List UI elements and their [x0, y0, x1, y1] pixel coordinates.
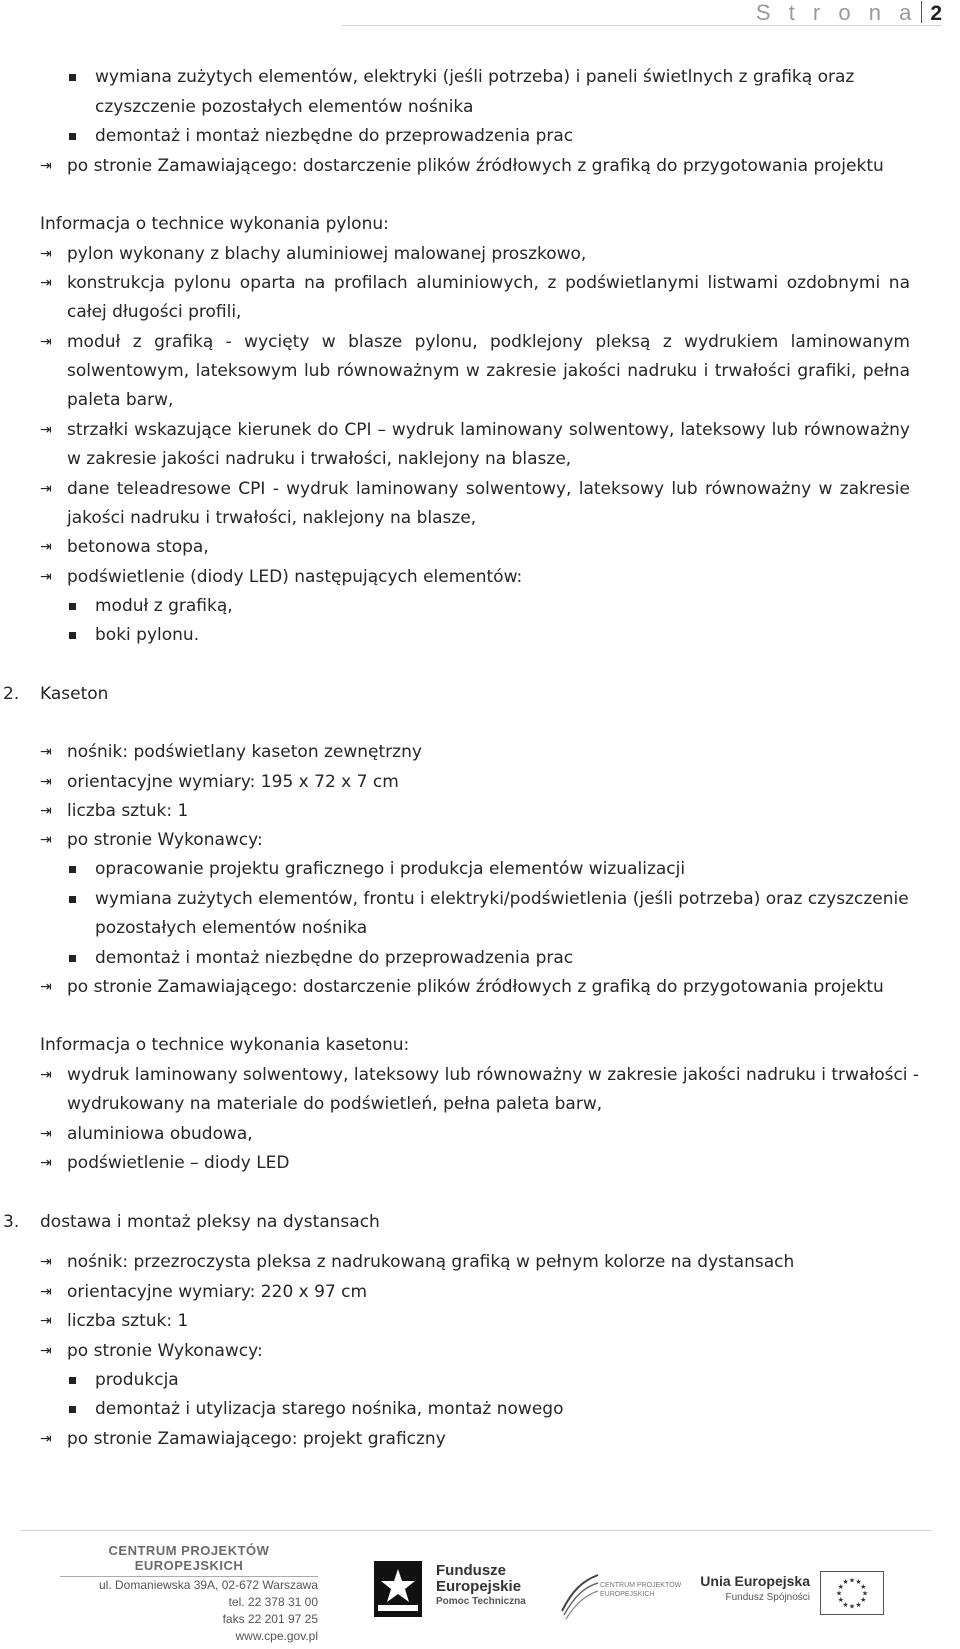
page-header	[342, 0, 942, 26]
arrow-bullet-icon: ⇥	[40, 1284, 52, 1300]
eu-star-icon: ★	[842, 1578, 849, 1587]
arrow-bullet-icon: ⇥	[40, 832, 52, 848]
square-bullet-icon	[69, 866, 76, 873]
square-bullet-icon	[69, 955, 76, 962]
eu-flag-icon	[820, 1571, 884, 1615]
cpe-small-line2: EUROPEJSKICH	[600, 1591, 655, 1598]
square-bullet-icon	[69, 632, 76, 639]
arrow-bullet-icon: ⇥	[40, 1155, 52, 1171]
fe-line2: Europejskie	[436, 1578, 522, 1595]
ue-subtitle: Fundusz Spójności	[725, 1592, 810, 1603]
list-item-text: wymiana zużytych elementów, elektryki (jeśli potrzeba) i paneli świetlnych z grafiką oraz	[95, 67, 855, 87]
arrow-bullet-icon: ⇥	[40, 803, 52, 819]
list-item-text: liczba sztuk: 1	[67, 1311, 189, 1331]
list-item-text: po stronie Wykonawcy:	[67, 830, 263, 850]
eu-star-icon: ★	[855, 1600, 862, 1609]
list-item-text: orientacyjne wymiary: 220 x 97 cm	[67, 1282, 368, 1302]
text-line: solwentowym, lateksowym lub równoważnym w zakresie jakości nadruku i trwałości grafiki, pełna	[67, 361, 910, 381]
cpe-contact-block	[60, 1543, 318, 1645]
eu-star-icon: ★	[848, 1602, 856, 1611]
cpe-small-text	[600, 1581, 681, 1599]
arrow-bullet-icon: ⇥	[40, 1343, 52, 1359]
section-number: 2.	[3, 684, 20, 704]
eu-star-icon: ★	[855, 1578, 862, 1587]
page-header-separator	[921, 1, 922, 23]
arrow-bullet-icon: ⇥	[40, 246, 52, 262]
list-item-text: po stronie Zamawiającego: dostarczenie plików źródłowych z grafiką do przygotowania projektu	[67, 977, 884, 997]
eu-star-icon: ★	[837, 1596, 844, 1604]
ue-title: Unia Europejska	[700, 1573, 810, 1589]
arrow-bullet-icon: ⇥	[40, 979, 52, 995]
list-item-text: moduł z grafiką - wycięty w blasze pylonu, podklejony pleksą z wydrukiem laminowanym	[67, 332, 910, 352]
cpe-fax: faks 22 201 97 25	[222, 1612, 318, 1626]
text-line: w zakresie jakości nadruku i trwałości, naklejony na blasze,	[67, 449, 572, 469]
cpe-small-line1: CENTRUM PROJEKTÓW	[600, 1582, 682, 1589]
arrow-bullet-icon: ⇥	[40, 1313, 52, 1329]
text-line: pozostałych elementów nośnika	[95, 918, 368, 938]
arrow-bullet-icon: ⇥	[40, 422, 52, 438]
arrow-bullet-icon: ⇥	[40, 334, 52, 350]
list-item-text: po stronie Zamawiającego: projekt graficzny	[67, 1429, 446, 1449]
square-bullet-icon	[69, 896, 76, 903]
eu-star-icon: ★	[848, 1576, 856, 1585]
list-item-text: aluminiowa obudowa,	[67, 1124, 253, 1144]
list-item-text: betonowa stopa,	[67, 537, 209, 557]
square-bullet-icon	[69, 1406, 76, 1413]
arrow-bullet-icon: ⇥	[40, 744, 52, 760]
section-heading: Kaseton	[40, 684, 109, 704]
page-number: 2	[930, 2, 942, 25]
page-header-word: S t r o n a	[755, 0, 918, 25]
text-line: jakości nadruku i trwałości, naklejony na blasze,	[67, 508, 477, 528]
list-item-text: nośnik: podświetlany kaseton zewnętrzny	[67, 742, 422, 762]
square-bullet-icon	[69, 603, 76, 610]
list-item-text: demontaż i montaż niezbędne do przeprowadzenia prac	[95, 126, 574, 146]
cpe-title: CENTRUM PROJEKTÓW EUROPEJSKICH	[60, 1543, 318, 1577]
fe-star-icon	[370, 1559, 426, 1619]
section-heading: dostawa i montaż pleksy na dystansach	[40, 1212, 380, 1232]
eu-star-icon: ★	[860, 1583, 867, 1591]
fe-text	[436, 1563, 526, 1609]
eu-star-icon: ★	[835, 1589, 843, 1598]
list-item-text: moduł z grafiką,	[95, 596, 233, 616]
text-line: paleta barw,	[67, 390, 174, 410]
eu-star-icon: ★	[861, 1589, 869, 1598]
arrow-bullet-icon: ⇥	[40, 1126, 52, 1142]
square-bullet-icon	[69, 74, 76, 81]
arrow-bullet-icon: ⇥	[40, 774, 52, 790]
text-line: Informacja o technice wykonania pylonu:	[40, 214, 389, 234]
list-item-text: demontaż i montaż niezbędne do przeprowadzenia prac	[95, 948, 574, 968]
list-item-text: konstrukcja pylonu oparta na profilach aluminiowych, z podświetlanymi listwami ozdobnymi na	[67, 273, 910, 293]
list-item-text: podświetlenie – diody LED	[67, 1153, 290, 1173]
square-bullet-icon	[69, 1377, 76, 1384]
text-line: wydrukowany na materiale do podświetleń, pełna paleta barw,	[67, 1094, 603, 1114]
footer	[20, 1530, 932, 1649]
list-item-text: liczba sztuk: 1	[67, 801, 189, 821]
arrow-bullet-icon: ⇥	[40, 481, 52, 497]
cpe-small-logo	[560, 1571, 682, 1623]
list-item-text: wymiana zużytych elementów, frontu i elektryki/podświetlenia (jeśli potrzeba) oraz czyszczenie	[95, 889, 909, 909]
list-item-text: opracowanie projektu graficznego i produkcja elementów wizualizacji	[95, 859, 686, 879]
arrow-bullet-icon: ⇥	[40, 158, 52, 174]
eu-star-icon: ★	[842, 1600, 849, 1609]
arrow-bullet-icon: ⇥	[40, 1067, 52, 1083]
list-item-text: strzałki wskazujące kierunek do CPI – wydruk laminowany solwentowy, lateksowy lub równoważny	[67, 420, 910, 440]
list-item-text: dane teleadresowe CPI - wydruk laminowany solwentowy, lateksowy lub równoważny w zakresie	[67, 479, 910, 499]
fe-line1: Fundusze	[436, 1562, 506, 1579]
list-item-text: po stronie Zamawiającego: dostarczenie plików źródłowych z grafiką do przygotowania projektu	[67, 156, 884, 176]
cpe-web: www.cpe.gov.pl	[235, 1629, 318, 1643]
text-line: czyszczenie pozostałych elementów nośnika	[95, 97, 474, 117]
arrow-bullet-icon: ⇥	[40, 1254, 52, 1270]
square-bullet-icon	[69, 133, 76, 140]
eu-star-icon: ★	[837, 1583, 844, 1591]
ue-text	[700, 1573, 810, 1603]
arrow-bullet-icon: ⇥	[40, 569, 52, 585]
list-item-text: produkcja	[95, 1370, 179, 1390]
cpe-tel: tel. 22 378 31 00	[228, 1595, 318, 1609]
section-number: 3.	[3, 1212, 20, 1232]
list-item-text: podświetlenie (diody LED) następujących elementów:	[67, 567, 523, 587]
list-item-text: boki pylonu.	[95, 625, 200, 645]
list-item-text: nośnik: przezroczysta pleksa z nadrukowaną grafiką w pełnym kolorze na dystansach	[67, 1252, 795, 1272]
cpe-swirl-icon	[560, 1571, 600, 1621]
list-item-text: po stronie Wykonawcy:	[67, 1341, 263, 1361]
text-line: Informacja o technice wykonania kasetonu:	[40, 1035, 410, 1055]
list-item-text: orientacyjne wymiary: 195 x 72 x 7 cm	[67, 772, 399, 792]
list-item-text: wydruk laminowany solwentowy, lateksowy lub równoważny w zakresie jakości nadruku i trwałości -	[67, 1065, 920, 1085]
arrow-bullet-icon: ⇥	[40, 539, 52, 555]
arrow-bullet-icon: ⇥	[40, 275, 52, 291]
text-line: całej długości profili,	[67, 302, 242, 322]
arrow-bullet-icon: ⇥	[40, 1431, 52, 1447]
list-item-text: demontaż i utylizacja starego nośnika, montaż nowego	[95, 1399, 564, 1419]
eu-star-icon: ★	[860, 1596, 867, 1604]
fe-line3: Pomoc Techniczna	[436, 1596, 526, 1607]
list-item-text: pylon wykonany z blachy aluminiowej malowanej proszkowo,	[67, 244, 587, 264]
cpe-address: ul. Domaniewska 39A, 02-672 Warszawa	[99, 1578, 318, 1592]
